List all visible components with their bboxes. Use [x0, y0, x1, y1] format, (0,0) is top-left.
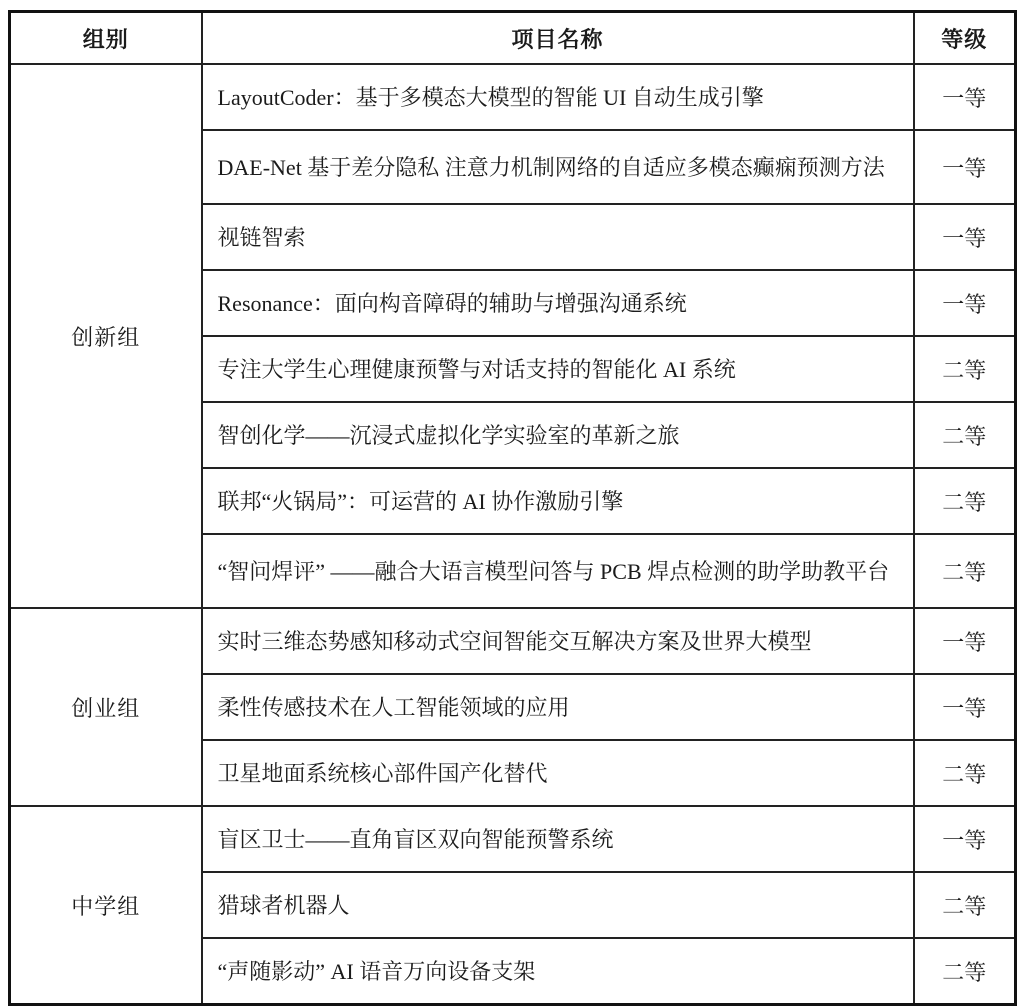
grade-cell: 一等 [914, 204, 1016, 270]
group-cell-startup: 创业组 [10, 608, 202, 806]
grade-cell: 一等 [914, 130, 1016, 204]
project-cell: “智问焊评” ——融合大语言模型问答与 PCB 焊点检测的助学助教平台 [202, 534, 914, 608]
project-cell: DAE-Net 基于差分隐私 注意力机制网络的自适应多模态癫痫预测方法 [202, 130, 914, 204]
project-cell: 智创化学——沉浸式虚拟化学实验室的革新之旅 [202, 402, 914, 468]
project-cell: 猎球者机器人 [202, 872, 914, 938]
project-cell: “声随影动” AI 语音万向设备支架 [202, 938, 914, 1005]
project-cell: Resonance：面向构音障碍的辅助与增强沟通系统 [202, 270, 914, 336]
grade-cell: 一等 [914, 674, 1016, 740]
project-cell: 柔性传感技术在人工智能领域的应用 [202, 674, 914, 740]
grade-cell: 二等 [914, 468, 1016, 534]
grade-cell: 二等 [914, 740, 1016, 806]
grade-cell: 二等 [914, 402, 1016, 468]
table-row [10, 64, 1016, 130]
header-project: 项目名称 [202, 12, 914, 65]
grade-cell: 二等 [914, 534, 1016, 608]
grade-cell: 一等 [914, 608, 1016, 674]
project-cell: 专注大学生心理健康预警与对话支持的智能化 AI 系统 [202, 336, 914, 402]
grade-cell: 二等 [914, 336, 1016, 402]
header-grade: 等级 [914, 12, 1016, 65]
header-group: 组别 [10, 12, 202, 65]
table-header-row [10, 12, 1016, 65]
group-cell-middleschool: 中学组 [10, 806, 202, 1005]
project-cell: 联邦“火锅局”：可运营的 AI 协作激励引擎 [202, 468, 914, 534]
grade-cell: 一等 [914, 806, 1016, 872]
project-cell: 实时三维态势感知移动式空间智能交互解决方案及世界大模型 [202, 608, 914, 674]
project-cell: LayoutCoder：基于多模态大模型的智能 UI 自动生成引擎 [202, 64, 914, 130]
project-cell: 盲区卫士——直角盲区双向智能预警系统 [202, 806, 914, 872]
grade-cell: 二等 [914, 872, 1016, 938]
awards-table [8, 10, 1017, 1006]
table-row [10, 806, 1016, 872]
project-cell: 视链智索 [202, 204, 914, 270]
grade-cell: 一等 [914, 270, 1016, 336]
grade-cell: 二等 [914, 938, 1016, 1005]
table-row [10, 608, 1016, 674]
grade-cell: 一等 [914, 64, 1016, 130]
group-cell-innovation: 创新组 [10, 64, 202, 608]
project-cell: 卫星地面系统核心部件国产化替代 [202, 740, 914, 806]
